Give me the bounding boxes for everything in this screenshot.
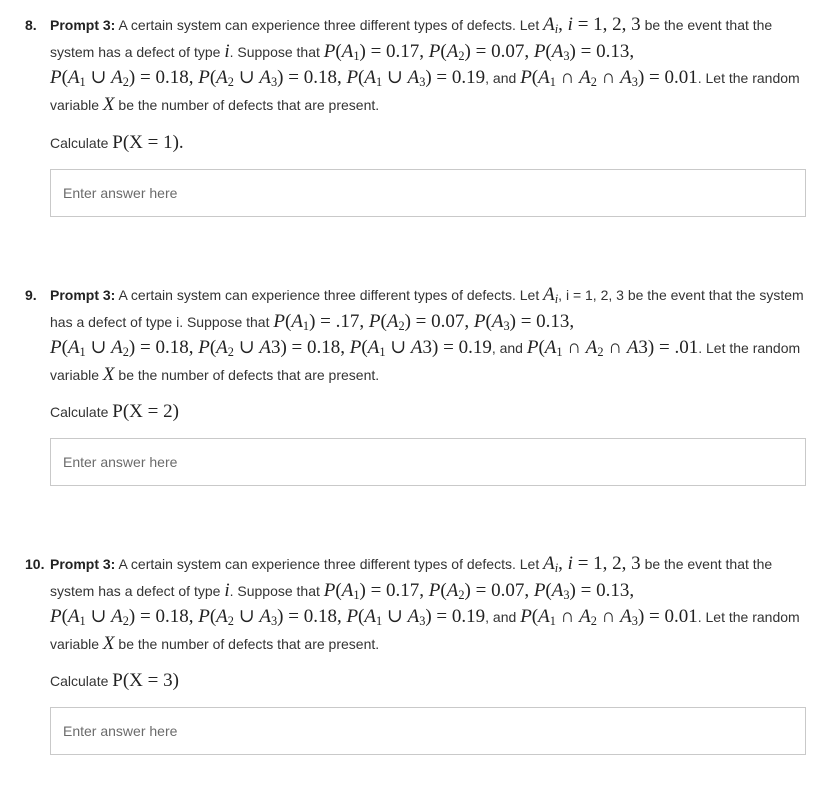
question-number: 10. <box>25 556 45 572</box>
answer-input[interactable] <box>50 438 806 486</box>
question-text: Prompt 3: A certain system can experience three different types of defects. Let $A_i$, i = 1, 2, 3 be the event that the system has a defect of type i. Suppose that $P(A_1) = 0.17$, $P(A_2) = 0.07$, $P(A_3) = 0.13$, $P(A_1$ ∪ $A_2) = 0.18$, $P(A_2$ ∪ $A_3) = 0.18$, $P(A_1$ ∪ $A_3) = 0.19$, and $P(A_1$ ∩ $A_2$ ∩ $A_3) = 0.01$. Let the random variable X be the number of defects that are present. <box>50 553 800 654</box>
prompt-label: Prompt 3: <box>50 287 116 303</box>
question-text: Prompt 3: A certain system can experience three different types of defects. Let $A_i$, i = 1, 2, 3 be the event that the system has a defect of type i. Suppose that $P(A_1) = 0.17$, $P(A_2) = 0.07$, $P(A_3) = 0.13$, $P(A_1$ ∪ $A_2) = 0.18$, $P(A_2$ ∪ $A_3) = 0.18$, $P(A_1$ ∪ $A_3) = 0.19$, and $P(A_1$ ∩ $A_2$ ∩ $A_3) = 0.01$. Let the random variable X be the number of defects that are present. <box>50 14 800 115</box>
answer-input[interactable] <box>50 707 806 755</box>
question-number: 9. <box>25 287 37 303</box>
calculate-prompt: Calculate P(X = 2) <box>50 401 179 422</box>
answer-input[interactable] <box>50 169 806 217</box>
calculate-prompt: Calculate P(X = 1). <box>50 132 184 153</box>
prompt-label: Prompt 3: <box>50 17 116 33</box>
question-number: 8. <box>25 17 37 33</box>
calculate-prompt: Calculate P(X = 3) <box>50 670 179 691</box>
question-text: Prompt 3: A certain system can experience three different types of defects. Let $A_i$, i = 1, 2, 3 be the event that the system has a defect of type i. Suppose that $P(A_1) = .17$, $P(A_2) = 0.07$, $P(A_3) = 0.13$, $P(A_1$ ∪ $A_2) = 0.18$, $P(A_2$ ∪ A3) = 0.18, $P(A_1$ ∪ A3) = 0.19, and $P(A_1$ ∩ $A_2$ ∩ A3) = .01. Let the random variable X be the number of defects that are present. <box>50 284 804 385</box>
prompt-label: Prompt 3: <box>50 556 116 572</box>
